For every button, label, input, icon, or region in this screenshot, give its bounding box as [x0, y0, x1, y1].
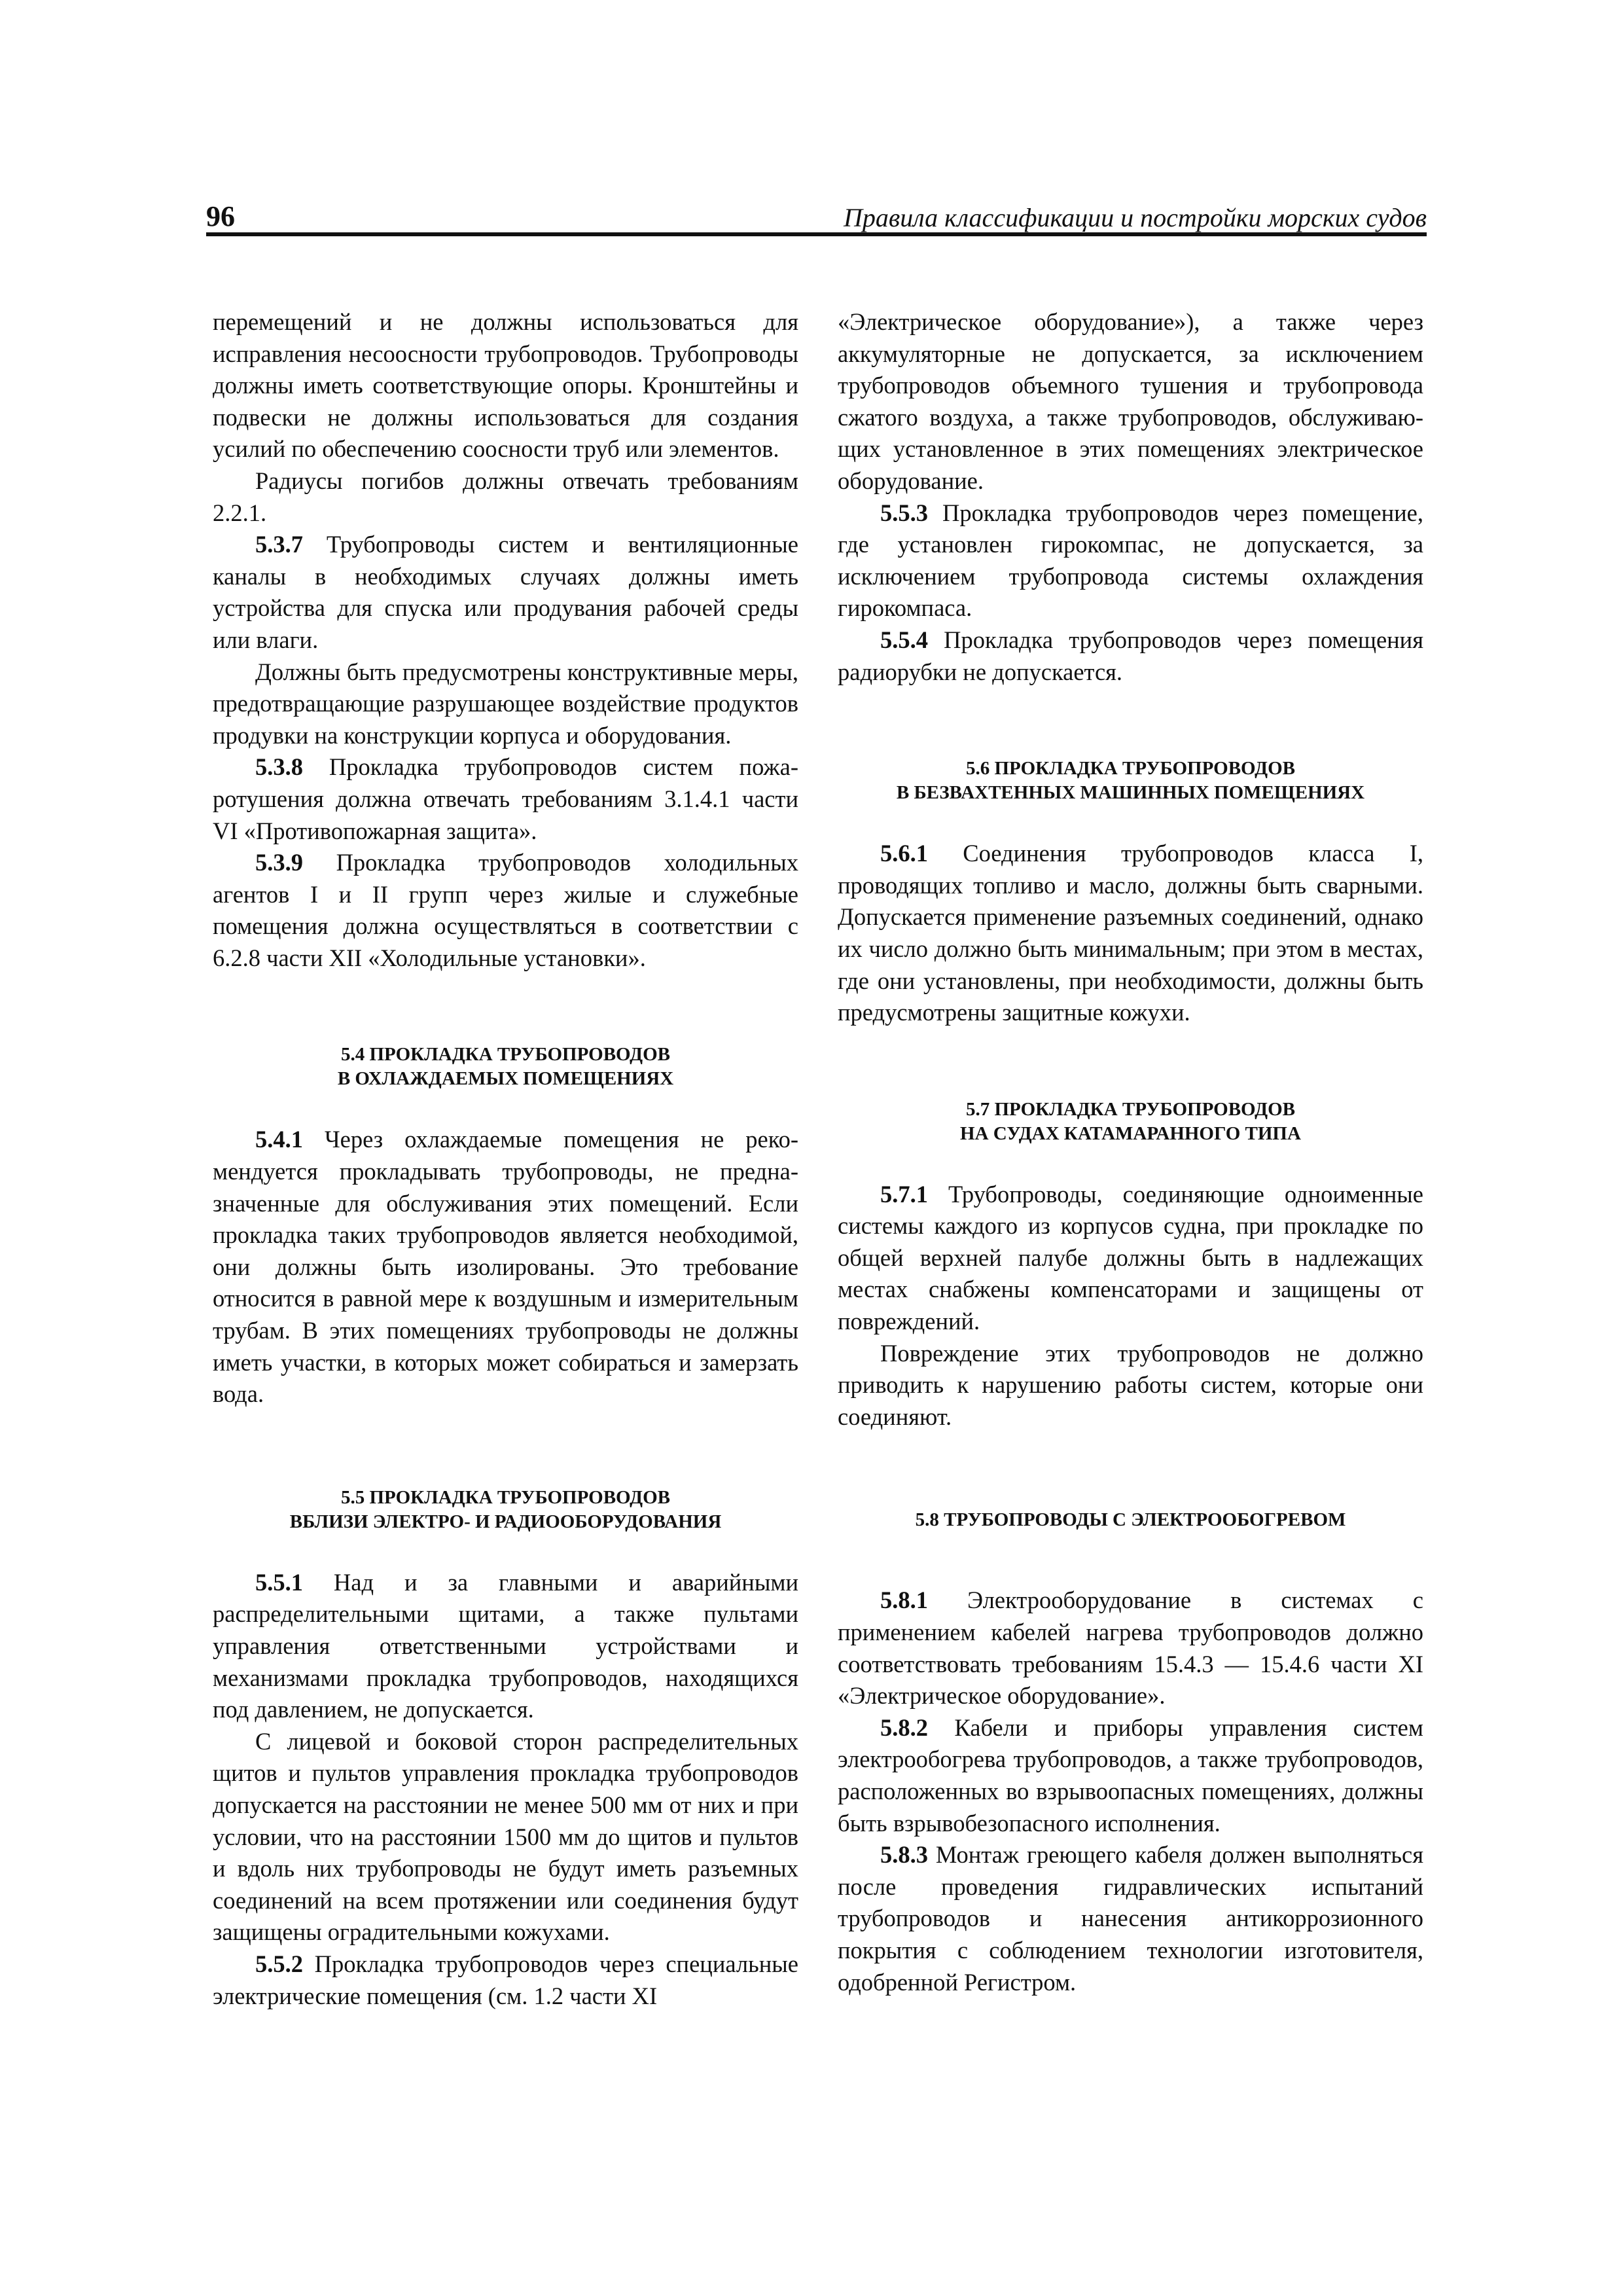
paragraph: Должны быть предусмотрены конструктивные меры, предотвращающие разрушающее воздействие продуктов продувки на конструкции корпуса и оборудования.: [213, 658, 798, 749]
clause-number: 5.4.1: [255, 1126, 303, 1153]
clause-text: Прокладка трубопроводов через помещение, где установлен гирокомпас, не допускается, за исключением трубопровода системы охлаждения гирокомпаса.: [838, 499, 1423, 622]
clause-number: 5.3.8: [255, 753, 303, 781]
clause-text: Трубопроводы систем и вентиляционные каналы в необходимых случаях должны иметь устройства для спуска или продувания рабочей среды или влаги.: [213, 531, 798, 653]
clause-text: Прокладка трубопроводов через помещения радиорубки не допускается.: [838, 626, 1423, 685]
clause-text: Над и за главными и аварийными распределительными щитами, а также пультами управления ответственными устройствами и механизмами прокладка трубопроводов, находящихся под давлением, не допускается.: [213, 1568, 798, 1723]
section-heading-5-5: [213, 1486, 798, 1534]
paragraph: С лицевой и боковой сторон распределительных щитов и пультов управления прокладка трубопроводов допускается на расстоянии не менее 500 мм от них и при условии, что на расстоянии 1500 мм до щитов и пультов и вдоль них трубопроводы не будут иметь разъемных соединений на всем протяжении или соединения будут защищены оградительными кожухами.: [213, 1727, 798, 1946]
paragraph-5-8-2: [838, 1712, 1423, 1839]
section-heading-line: 5.8 ТРУБОПРОВОДЫ С ЭЛЕКТРООБОГРЕВОМ: [915, 1509, 1346, 1531]
clause-text: Электрооборудование в системах с применением кабелей нагрева трубопроводов должно соответствовать требованиям 15.4.3 — 15.4.6 части XI «Электрическое оборудование».: [838, 1587, 1423, 1710]
paragraph-5-4-1: [213, 1124, 798, 1410]
clause-text: Прокладка трубопроводов через специальные электрические помещения (см. 1.2 части XI: [213, 1950, 798, 2009]
clause-number: 5.5.3: [880, 499, 928, 526]
section-heading-5-8: [838, 1508, 1423, 1532]
paragraph: перемещений и не должны использоваться для исправления несоосности трубопроводов. Трубопроводы должны иметь соответствующие опоры. Кронштейны и подвески не должны использоваться для создания усилий по обеспечению соосности труб или элементов.: [213, 308, 798, 463]
page-number: 96: [206, 200, 235, 232]
right-column: [838, 306, 1423, 1998]
paragraph-5-7-1: [838, 1179, 1423, 1338]
section-heading-line: В ОХЛАЖДАЕМЫХ ПОМЕЩЕНИЯХ: [337, 1068, 674, 1090]
clause-text: Прокладка трубопроводов систем пожаротушения должна отвечать требованиям 3.1.4.1 части VI «Противопожарная защита».: [213, 753, 798, 844]
section-heading-line: 5.6 ПРОКЛАДКА ТРУБОПРОВОДОВ: [965, 758, 1296, 780]
running-title: Правила классификации и постройки морских судов: [843, 203, 1427, 232]
clause-text: Трубопроводы, соединяющие одноименные системы каждого из корпусов судна, при прокладке по общей верхней палубе должны быть в надлежащих местах снабжены компенсаторами и защищены от повреждений.: [838, 1180, 1423, 1335]
clause-text: Прокладка трубопроводов холодильных агентов I и II групп через жилые и служебные помещения должна осуществляться в соответствии с 6.2.8 части XII «Холодильные установки».: [213, 849, 798, 971]
section-heading-5-6: [838, 757, 1423, 805]
clause-number: 5.5.1: [255, 1568, 303, 1596]
paragraph-5-3-7: [213, 529, 798, 656]
clause-number: 5.8.3: [880, 1841, 928, 1869]
section-heading-line: НА СУДАХ КАТАМАРАННОГО ТИПА: [960, 1122, 1301, 1144]
section-heading-line: В БЕЗВАХТЕННЫХ МАШИННЫХ ПОМЕЩЕНИЯХ: [896, 782, 1365, 804]
section-heading-line: ВБЛИЗИ ЭЛЕКТРО- И РАДИООБОРУДОВАНИЯ: [289, 1511, 722, 1532]
paragraph: Радиусы погибов должны отвечать требованиям 2.2.1.: [213, 467, 798, 526]
paragraph-5-5-3: [838, 497, 1423, 624]
paragraph-5-5-2: [213, 1948, 798, 2012]
clause-number: 5.6.1: [880, 840, 928, 867]
clause-number: 5.8.1: [880, 1587, 928, 1614]
section-heading-line: 5.7 ПРОКЛАДКА ТРУБОПРОВОДОВ: [965, 1098, 1296, 1120]
paragraph-5-8-3: [838, 1839, 1423, 1998]
section-heading-line: 5.5 ПРОКЛАДКА ТРУБОПРОВОДОВ: [340, 1486, 671, 1508]
clause-number: 5.5.2: [255, 1950, 303, 1977]
section-heading-5-7: [838, 1098, 1423, 1146]
paragraph-5-5-4: [838, 624, 1423, 688]
paragraph-5-6-1: [838, 838, 1423, 1029]
clause-number: 5.3.7: [255, 531, 303, 558]
clause-text: Кабели и приборы управления систем электрообогрева трубопроводов, а также трубопроводов, расположенных во взрывоопасных помещениях, должны быть взрывобезопасного исполнения.: [838, 1713, 1423, 1837]
clause-number: 5.3.9: [255, 849, 303, 876]
section-heading-line: 5.4 ПРОКЛАДКА ТРУБОПРОВОДОВ: [340, 1044, 671, 1066]
clause-number: 5.5.4: [880, 626, 928, 653]
paragraph-5-3-8: [213, 751, 798, 847]
paragraph-5-5-1: [213, 1567, 798, 1726]
page-header: [206, 196, 1427, 236]
paragraph: «Электрическое оборудование»), а также через аккумуляторные не допускается, за исключением трубопроводов объемного тушения и трубопровода сжатого воздуха, а также трубопроводов, обслуживающих установленное в этих помещениях электрическое оборудование.: [838, 308, 1423, 494]
section-heading-5-4: [213, 1043, 798, 1091]
paragraph: Повреждение этих трубопроводов не должно приводить к нарушению работы систем, которые они соединяют.: [838, 1339, 1423, 1430]
paragraph-5-3-9: [213, 847, 798, 974]
clause-number: 5.7.1: [880, 1180, 928, 1208]
clause-text: Соединения трубопроводов класса I, проводящих топливо и масло, должны быть сварными. Допускается применение разъемных соединений, однако их число должно быть минимальным; при этом в местах, где они установлены, при необходимости, должны быть предусмотрены защитные кожухи.: [838, 840, 1423, 1026]
clause-text: Монтаж греющего кабеля должен выполняться после проведения гидравлических испытаний трубопроводов и нанесения антикоррозионного покрытия с соблюдением технологии изготовителя, одобренной Регистром.: [838, 1841, 1423, 1996]
paragraph-5-8-1: [838, 1585, 1423, 1712]
header-rule: [206, 232, 1427, 236]
clause-number: 5.8.2: [880, 1713, 928, 1741]
left-column: [213, 306, 798, 2012]
clause-text: Через охлаждаемые помещения не рекомендуется прокладывать трубопроводы, не предназначенные для обслуживания этих помещений. Если прокладка таких трубопроводов является необходимой, они должны быть изолированы. Это требование относится в равной мере к воздушным и измерительным трубам. В этих помещениях трубопроводы не должны иметь участки, в которых может собираться и замерзать вода.: [213, 1126, 798, 1408]
